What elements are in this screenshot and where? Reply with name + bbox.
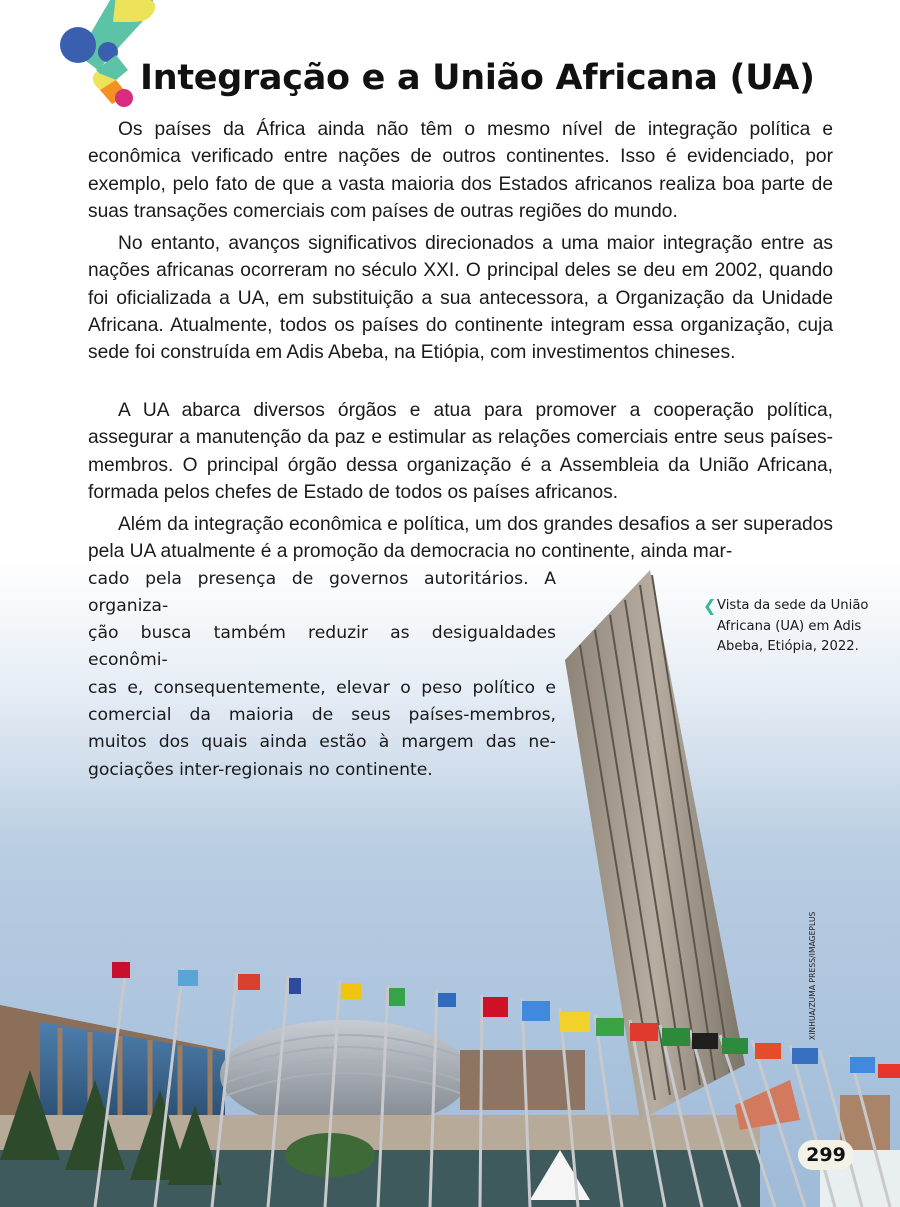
- paragraph-line: cado pela presença de governos autoritários. A organiza-: [88, 568, 556, 616]
- page-number: 299: [798, 1140, 854, 1170]
- page-title: Integração e a União Africana (UA): [140, 58, 815, 98]
- paragraph-2: [88, 230, 833, 366]
- caption-text: Vista da sede da União Africana (UA) em Adis Abeba, Etiópia, 2022.: [717, 598, 869, 654]
- photo-credit: XINHUA/ZUMA PRESS/IMAGEPLUS: [808, 911, 817, 1040]
- paragraph-line: muitos dos quais ainda estão à margem das ne-: [88, 732, 556, 753]
- paragraph-1: [88, 116, 833, 225]
- paragraph-text: Os países da África ainda não têm o mesmo nível de integração política e econômica verificado entre nações de outros continentes. Isso é evidenciado, por exemplo, pelo fato de que a vasta maioria dos Estados africanos realiza boa parte de suas transações comerciais com países de outras regiões do mundo.: [88, 119, 833, 222]
- paragraph-lead: Além da integração econômica e política, um dos grandes desafios a ser superados pela UA atualmente é a promoção da democracia no continente, ainda mar-: [88, 514, 833, 563]
- paragraph-text: A UA abarca diversos órgãos e atua para promover a cooperação política, assegurar a manutenção da paz e estimular as relações comerciais entre seus países-membros. O principal órgão dessa organização é a Assembleia da União Africana, formada pelos chefes de Estado de todos os países africanos.: [88, 400, 833, 503]
- paragraph-narrow-column: [88, 566, 556, 784]
- photo-caption: [703, 596, 873, 658]
- paragraph-line: cas e, consequentemente, elevar o peso político e: [88, 677, 556, 698]
- paragraph-3: [88, 397, 833, 506]
- paragraph-line: comercial da maioria de seus países-membros,: [88, 705, 556, 726]
- paragraph-line: ção busca também reduzir as desigualdades econômi-: [88, 623, 556, 671]
- paragraph-line: gociações inter-regionais no continente.: [88, 759, 433, 780]
- chevron-left-icon: ❮: [703, 596, 717, 615]
- paragraph-text: No entanto, avanços significativos direcionados a uma maior integração entre as nações africanas ocorreram no século XXI. O principal deles se deu em 2002, quando foi oficializada a UA, em substituição a sua antecessora, a Organização da Unidade Africana. Atualmente, todos os países do continente integram essa organização, cuja sede foi construída em Adis Abeba, na Etiópia, com investimentos chineses.: [88, 233, 833, 364]
